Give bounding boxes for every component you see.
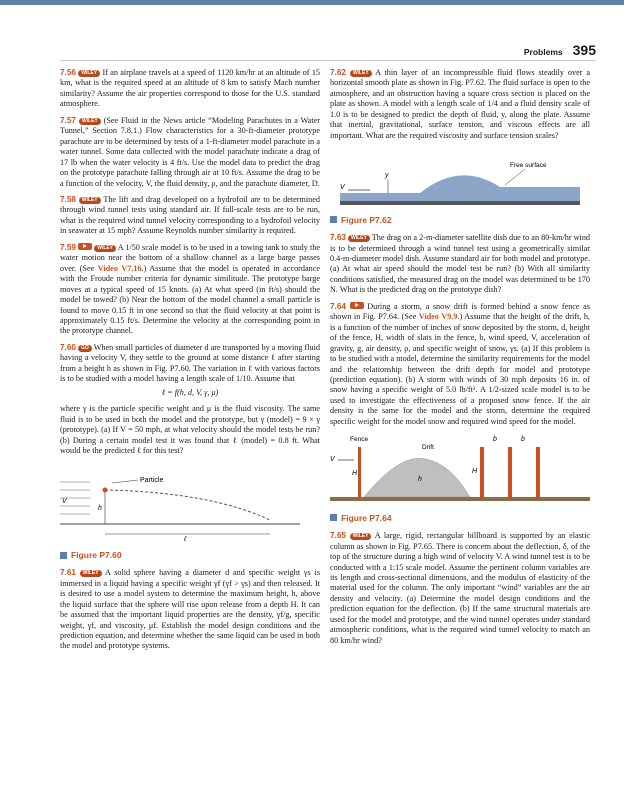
figure-p7-64 (330, 433, 590, 505)
fence-slat (480, 447, 484, 497)
fence-post (358, 447, 361, 497)
problem-7-64: 7.64 During a storm, a snow drift is formed behind a snow fence as shown in Fig. P7.64. (See Video V9.9.) Assume that the height of the drift, h, is a function of the number of inches of snow deposited by the storm, d, height of the fence, H, width of slats in the fence, b, wind speed, V, acceleration of gravity, g, air density, ρ, and specific weight of snow, γs. (a) If this problem is to be studied with a model, determine the similarity requirements for the model and the relationship between the drift depth for model and prototype (prediction equation). (b) A storm with winds of 30 mph deposits 16 in. of snow having a specific weight of 5.0 lb/ft³. A 1/2-sized scale model is to be used to investigate the effectiveness of a proposed snow fence. If the air density is the same for the model and the storm, determine the required specific weight for the model snow and required wind speed for the model. (330, 301, 591, 426)
video-play-icon (78, 243, 92, 250)
fence-height-label: H (352, 470, 358, 478)
wiley-icon: WILEY (79, 118, 101, 125)
figure-caption-p7-62: Figure P7.62 (330, 215, 590, 225)
depth-label: y (385, 172, 389, 180)
problem-7-61: 7.61 WILEY A solid sphere having a diameter d and specific weight γs is immersed in a liquid having a specific weight γf (γf > γs) and then released. It is desired to use a model system to determine the maximum height, h, above the liquid surface that the sphere will rise upon release from a depth H. It can be assumed that the important liquid properties are the density, γf/g, specific weight, γf, and viscosity, μf. Establish the model design conditions and the prediction equation, and determine whether the same liquid can be used in both the model and prototype systems. (60, 568, 321, 651)
problem-7-63: 7.63 WILEY The drag on a 2-m-diameter satellite dish due to an 80-km/hr wind is to be determined through a wind tunnel test using a geometrically similar 0.4-m-diameter model dish. Assume standard air for both model and prototype. (a) At what air speed should the model test be run? (b) With all similarity conditions satisfied, the measured drag on the model was determined to be 170 N. What is the predicted drag on the prototype dish? (330, 233, 591, 295)
fence-slat (508, 447, 512, 497)
page-number: 395 (572, 42, 596, 58)
velocity-label: V (330, 456, 335, 464)
problem-7-62: 7.62 WILEY A thin layer of an incompressible fluid flows steadily over a horizontal smooth plate as shown in Fig. P7.62. The fluid surface is open to the atmosphere, and an obstruction having a square cross section is placed on the plate as shown. A model with a length scale of 1/4 and a fluid density scale of 1.0 is to be designed to predict the depth of fluid, y, along the plate. Assume that inertial, gravitational, surface tension, and viscous effects are all important. What are the required viscosity and surface tension scales? (330, 68, 590, 140)
drift-height-label: h (418, 476, 422, 484)
header-divider (60, 60, 596, 61)
caption-marker-icon (60, 552, 67, 559)
fence-label: Fence (350, 436, 369, 444)
slat-width-label: b (493, 436, 497, 444)
video-link[interactable]: Video V9.9 (418, 312, 458, 322)
caption-marker-icon (330, 514, 337, 521)
problem-7-58: 7.58 WILEY The lift and drag developed on a hydrofoil are to be determined through wind tunnel tests using standard air. If full-scale tests are to be run, what is the required wind tunnel velocity corresponding to a hydrofoil velocity in seawater at 15 mph? Assume Reynolds number similarity is required. (60, 194, 320, 236)
distance-label: ℓ (184, 536, 187, 543)
right-column (330, 68, 590, 652)
problem-7-59: 7.59 WILEY A 1/50 scale model is to be used in a towing tank to study the water motion near the bottom of a shallow channel as a large barge passes over. (See Video V7.16.) Assume that the model is operated in accordance with the Froude number criteria for dynamic similitude. The prototype barge moves at a typical speed of 15 knots. (a) At what speed (in ft/s) should the model be towed? (b) Near the bottom of the model channel a small particle is found to move 0.15 ft in one second so that the fluid velocity at that point is approximately 0.15 ft/s. Determine the velocity at the corresponding point in the prototype channel. (60, 242, 320, 336)
section-title: Problems (523, 47, 563, 57)
particle-marker (103, 488, 108, 493)
page-header (524, 42, 596, 58)
wiley-icon: WILEY (348, 235, 370, 242)
figure-caption-p7-60: Figure P7.60 (60, 550, 320, 560)
drift-label: Drift (422, 444, 434, 452)
problem-7-56: 7.56 WILEY If an airplane travels at a speed of 1120 km/hr at an altitude of 15 km, what is the required speed at an altitude of 8 km to satisfy Mach number similarity? Assume the air properties correspond to those for the U.S. standard atmosphere. (60, 68, 321, 109)
wiley-icon: WILEY (78, 70, 100, 77)
slat-width-label: b (521, 436, 525, 444)
free-surface-label: Free surface (510, 162, 547, 170)
fence-slat (536, 447, 540, 497)
left-column (60, 68, 320, 658)
video-play-icon (350, 302, 364, 309)
wiley-icon: WILEY (94, 245, 116, 252)
problem-7-65: 7.65 WILEY A large, rigid, rectangular billboard is supported by an elastic column as shown in Fig. P7.65. There is concern about the deflection, δ, of the top of the structure during a high wind of velocity V. A wind tunnel test is to be conducted with a 1:15 scale model. Assume the pertinent column variables are its length and cross-sectional dimensions, and the modulus of elasticity of the material used for the column. The only important “wind” variables are the air density and velocity. (a) Determine the model design conditions and the prediction equation for the deflection. (b) If the same structural materials are used for the model and prototype, and the wind tunnel operates under standard atmospheric conditions, what is the required wind tunnel velocity to match an 80 km/hr wind? (330, 531, 590, 645)
problem-7-60-cont: where γ is the particle specific weight and μ is the fluid viscosity. The same fluid is to be used in both the model and the prototype, but γ (model) = 9 × γ (prototype). (a) If V = 50 mph, at what velocity should the model tests be run? (b) During a certain model test it was found that ℓ (model) = 0.8 ft. What would be the predicted ℓ for this test? (60, 404, 320, 455)
figure-p7-62 (330, 147, 590, 207)
figure-caption-p7-64: Figure P7.64 (330, 513, 590, 523)
problem-7-60: 7.60 GO When small particles of diameter d are transported by a moving fluid having a velocity V, they settle to the ground at some distance ℓ after starting from a height h as shown in Fig. P7.60. The variation in ℓ with various factors is to be studied with a model having a length scale of 1/10. Assume that (60, 342, 320, 384)
problem-7-57: 7.57 WILEY (See Fluid in the News article “Modeling Parachutes in a Water Tunnel,” Section 7.8.1.) Flow characteristics for a 30-ft-diameter prototype parachute are to be determined by tests of a 1-ft-diameter model parachute in a water tunnel. Some data collected with the model parachute indicate a drag of 17 lb when the water velocity is 4 ft/s. Use the model data to predict the drag on the prototype parachute falling through air at 10 ft/s. Assume the drag to be a function of the velocity, V, the fluid density, ρ, and the parachute diameter, D. (60, 115, 321, 188)
particle-label: Particle (140, 477, 164, 485)
fence-height-label: H (472, 468, 478, 476)
height-label: h (98, 505, 102, 513)
wiley-icon: WILEY (350, 533, 372, 540)
wiley-icon: WILEY (80, 570, 102, 577)
velocity-label: V (62, 498, 67, 506)
figure-p7-60 (60, 462, 320, 542)
header-rule (0, 0, 624, 5)
equation: ℓ = f(h, d, V, γ, μ) (161, 387, 219, 397)
wiley-icon: WILEY (79, 197, 101, 204)
caption-marker-icon (330, 216, 337, 223)
video-link[interactable]: Video V7.16 (97, 263, 142, 273)
wiley-icon: GO (78, 345, 92, 352)
wiley-icon: WILEY (350, 70, 372, 77)
velocity-label: V (340, 184, 345, 192)
